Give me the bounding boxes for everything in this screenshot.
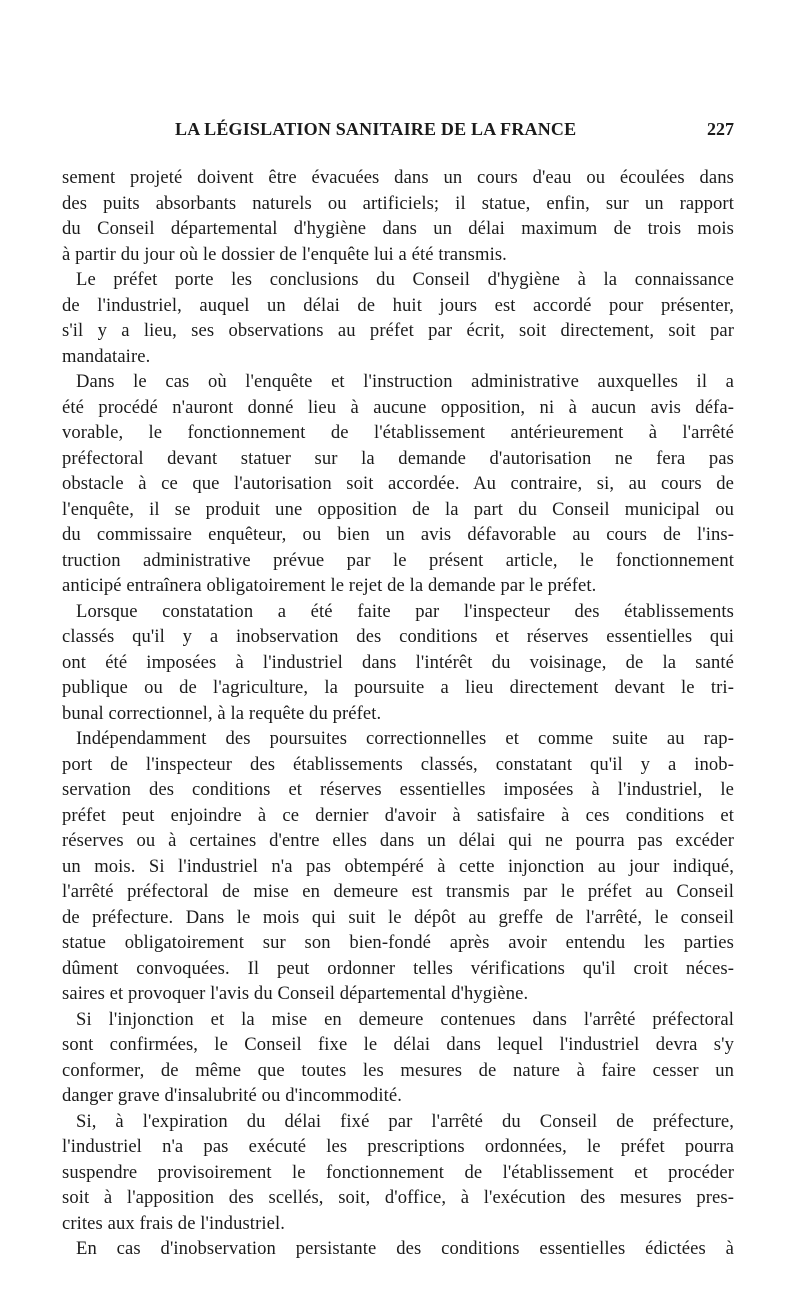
text-line: du commissaire enquêteur, ou bien un avis défavorable au cours de l'ins-: [62, 524, 734, 545]
text-line: Si, à l'expiration du délai fixé par l'arrêté du Conseil de préfecture,: [76, 1110, 734, 1132]
text-line: port de l'inspecteur des établissements classés, constatant qu'il y a inob-: [62, 753, 734, 775]
text-line: à partir du jour où le dossier de l'enquête lui a été transmis.: [62, 243, 507, 265]
text-line: l'arrêté préfectoral de mise en demeure est transmis par le préfet au Conseil: [62, 881, 734, 902]
paragraph: [62, 267, 734, 369]
text-line: En cas d'inobservation persistante des conditions essentielles édictées à: [76, 1238, 734, 1259]
text-line: classés qu'il y a inobservation des conditions et réserves essentielles qui: [62, 626, 734, 647]
text-line: un mois. Si l'industriel n'a pas obtempéré à cette injonction au jour indiqué,: [62, 855, 734, 877]
text-line: préfet peut enjoindre à ce dernier d'avoir à satisfaire à ces conditions et: [62, 804, 734, 826]
text-line: Si l'injonction et la mise en demeure contenues dans l'arrêté préfectoral: [76, 1008, 734, 1030]
text-line: mandataire.: [62, 345, 151, 367]
paragraph: [62, 1236, 734, 1262]
text-line: sement projeté doivent être évacuées dans un cours d'eau ou écoulées dans: [62, 167, 734, 188]
text-line: des puits absorbants naturels ou artificiels; il statue, enfin, sur un rapport: [62, 192, 734, 214]
text-line: dûment convoquées. Il peut ordonner telles vérifications qu'il croit néces-: [62, 957, 734, 979]
text-line: soit à l'apposition des scellés, soit, d'office, à l'exécution des mesures pres-: [62, 1187, 734, 1208]
page-number: 227: [707, 119, 734, 139]
paragraph: [62, 1007, 734, 1109]
text-line: statue obligatoirement sur son bien-fondé après avoir entendu les parties: [62, 932, 734, 953]
text-line: du Conseil départemental d'hygiène dans un délai maximum de trois mois: [62, 218, 734, 239]
text-line: bunal correctionnel, à la requête du préfet.: [62, 702, 382, 724]
text-line: sont confirmées, le Conseil fixe le délai dans lequel l'industriel devra s'y: [62, 1034, 734, 1055]
text-line: danger grave d'insalubrité ou d'incommodité.: [62, 1085, 403, 1106]
text-line: l'industriel n'a pas exécuté les prescriptions ordonnées, le préfet pourra: [62, 1136, 734, 1157]
text-line: de l'industriel, auquel un délai de huit jours est accordé pour présenter,: [62, 294, 734, 316]
text-line: Lorsque constatation a été faite par l'inspecteur des établissements: [76, 600, 734, 622]
text-line: été procédé n'auront donné lieu à aucune opposition, ni à aucun avis défa-: [62, 396, 734, 418]
paragraph: [62, 165, 734, 267]
text-line: Dans le cas où l'enquête et l'instruction administrative auxquelles il a: [76, 371, 734, 392]
text-line: préfectoral devant statuer sur la demande d'autorisation ne fera pas: [62, 447, 734, 469]
paragraph: [62, 599, 734, 727]
text-line: réserves ou à certaines d'entre elles dans un délai qui ne pourra pas excéder: [62, 830, 734, 851]
text-line: suspendre provisoirement le fonctionnement de l'établissement et procéder: [62, 1161, 734, 1183]
text-line: saires et provoquer l'avis du Conseil départemental d'hygiène.: [62, 983, 529, 1004]
text-line: ont été imposées à l'industriel dans l'intérêt du voisinage, de la santé: [62, 651, 734, 673]
text-line: truction administrative prévue par le présent article, le fonctionnement: [62, 549, 734, 571]
text-line: obstacle à ce que l'autorisation soit accordée. Au contraire, si, au cours de: [62, 473, 734, 494]
running-head: LA LÉGISLATION SANITAIRE DE LA FRANCE: [175, 119, 577, 139]
text-line: s'il y a lieu, ses observations au préfet par écrit, soit directement, soit par: [62, 320, 734, 341]
text-line: publique ou de l'agriculture, la poursuite a lieu directement devant le tri-: [62, 677, 734, 698]
page-header: [62, 119, 734, 143]
text-line: servation des conditions et réserves essentielles imposées à l'industriel, le: [62, 779, 734, 800]
text-line: conformer, de même que toutes les mesures de nature à faire cesser un: [62, 1059, 734, 1081]
text-line: l'enquête, il se produit une opposition de la part du Conseil municipal ou: [62, 498, 734, 520]
text-line: de préfecture. Dans le mois qui suit le dépôt au greffe de l'arrêté, le conseil: [62, 906, 734, 928]
body-text: [62, 165, 734, 1262]
paragraph: [62, 726, 734, 1007]
text-line: crites aux frais de l'industriel.: [62, 1212, 285, 1234]
text-line: Indépendamment des poursuites correctionnelles et comme suite au rap-: [76, 728, 734, 749]
text-line: vorable, le fonctionnement de l'établissement antérieurement à l'arrêté: [62, 422, 734, 443]
paragraph: [62, 369, 734, 599]
text-line: Le préfet porte les conclusions du Conseil d'hygiène à la connaissance: [76, 269, 734, 290]
text-line: anticipé entraînera obligatoirement le rejet de la demande par le préfet.: [62, 575, 597, 596]
paragraph: [62, 1109, 734, 1237]
